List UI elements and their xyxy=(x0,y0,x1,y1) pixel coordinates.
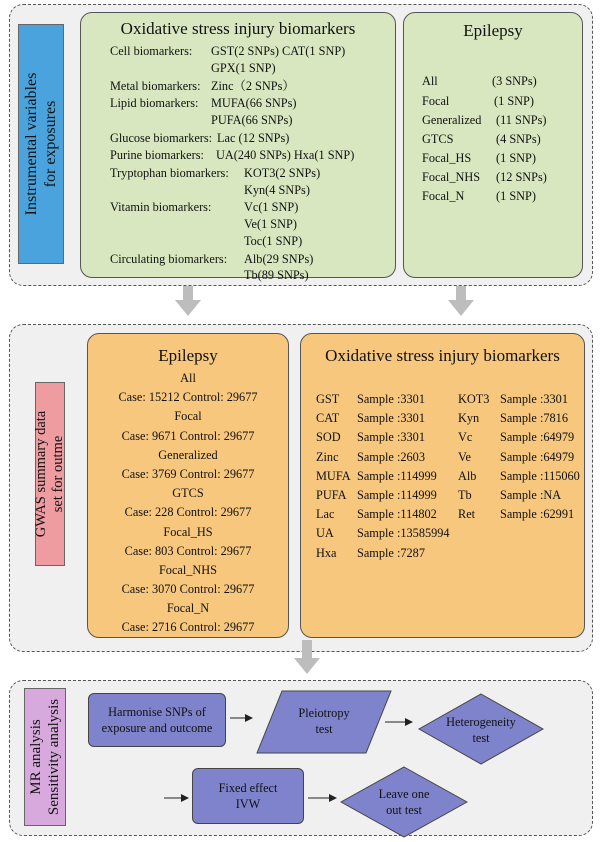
outcome-biomarkers-left-names: GST CAT SOD Zinc MUFA PUFA Lac UA Hxa xyxy=(316,392,351,560)
pleiotropy-test-step: Pleiotropy test xyxy=(256,690,392,754)
outcome-biomarkers-title: Oxidative stress injury biomarkers xyxy=(325,346,560,365)
down-arrow-right xyxy=(448,286,474,316)
outcome-side-label: GWAS summary data set for outme xyxy=(35,382,65,566)
leave-one-out-test-step: Leave one out test xyxy=(340,766,468,838)
harmonise-snps-step: Harmonise SNPs of exposure and outcome xyxy=(88,693,226,747)
analysis-side-label: MR analysis Sensitivity analysis xyxy=(24,688,66,826)
exposure-side-label: Instrumental variables for exposures xyxy=(18,24,64,264)
outcome-biomarkers-left-samples: Sample :3301 Sample :3301 Sample :3301 Sample :2603 Sample :114999 Sample :114999 Sample :114802 Sample :13585994 Sample :7287 xyxy=(357,392,450,560)
outcome-epilepsy-title: Epilepsy xyxy=(158,346,218,365)
down-arrow-left xyxy=(175,286,201,316)
exposure-epilepsy-title: Epilepsy xyxy=(463,21,523,40)
fixed-effect-ivw-step: Fixed effect IVW xyxy=(192,768,304,824)
exposure-biomarkers-title: Oxidative stress injury biomarkers xyxy=(120,19,356,38)
outcome-biomarkers-right-samples: Sample :3301 Sample :7816 Sample :64979 Sample :64979 Sample :115060 Sample :NA Sample :62991 xyxy=(500,392,580,522)
outcome-epilepsy-list: All Case: 15212 Control: 29677 Focal Case: 9671 Control: 29677 Generalized Case: 3769 Control: 29677 GTCS Case: 228 Control: 29677 Focal_HS Case: 803 Control: 29677 Focal_NHS Case: 3070 Control: 29677 Focal_N Case: 2716 Control: 29677 xyxy=(118,371,258,635)
heterogeneity-test-step: Heterogeneity test xyxy=(418,693,544,765)
outcome-biomarkers-right-names: KOT3 Kyn Vc Ve Alb Tb Ret xyxy=(458,392,490,522)
